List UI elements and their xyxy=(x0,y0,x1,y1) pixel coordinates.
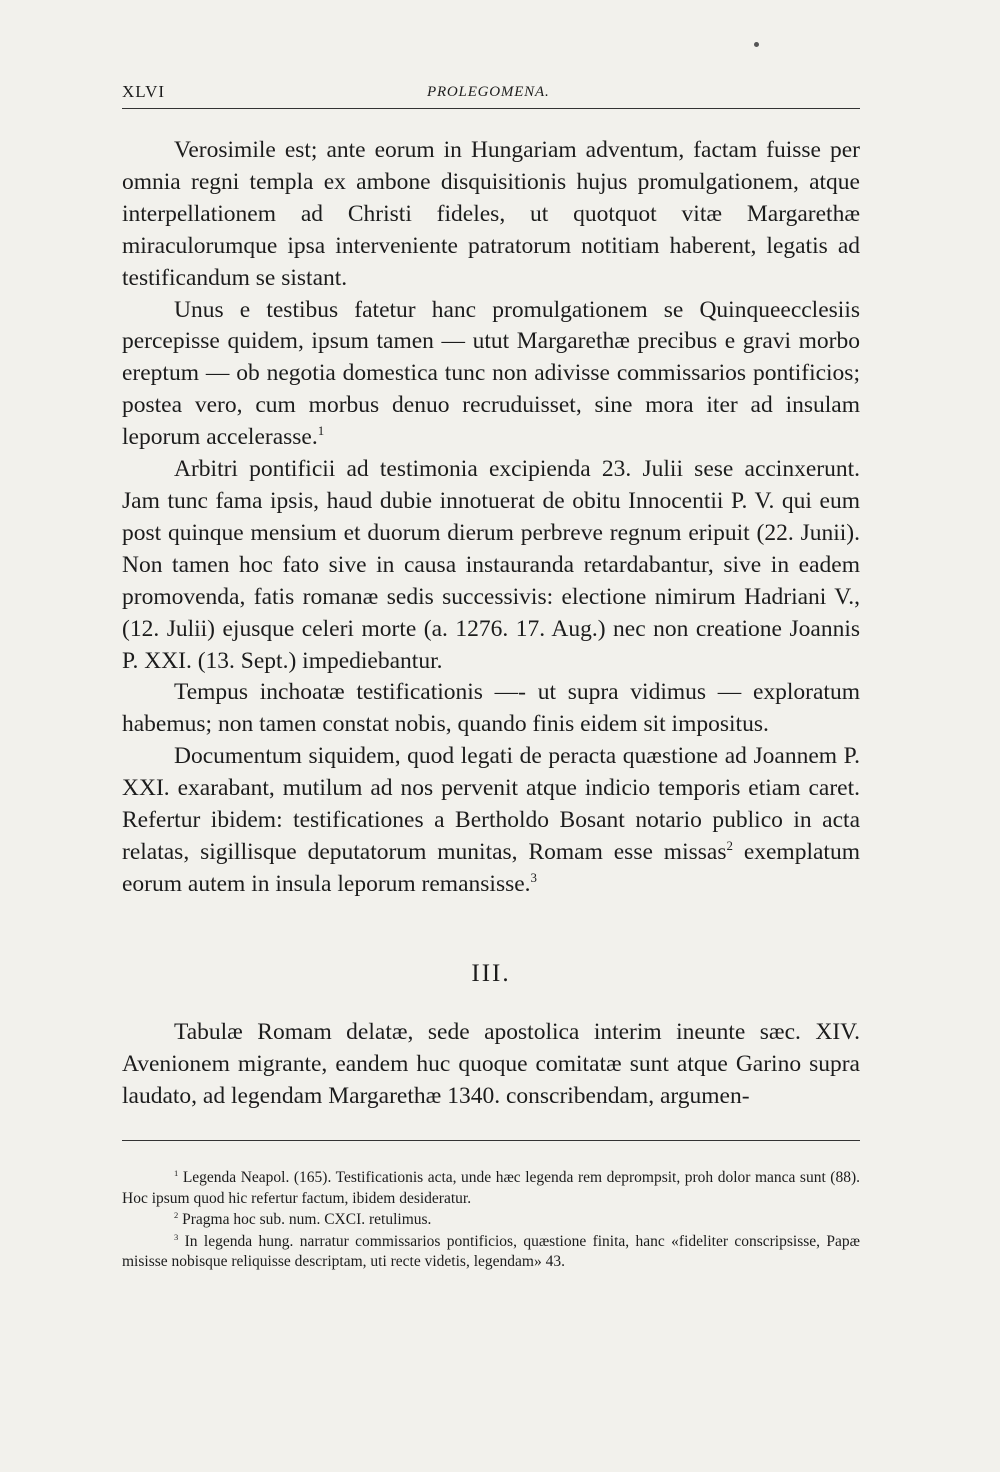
paragraph-5-text-a: Documentum siquidem, quod legati de peracta quæstione ad Joannem P. XXI. exarabant, mutilum ad nos pervenit atque indicio temporis etiam caret. Refertur ibidem: testificationes a Bertholdo Bosant notario publico in acta relatas, sigillisque deputatorum munitas, Romam esse missas xyxy=(122,743,860,865)
footnote-3 xyxy=(122,1232,860,1273)
running-title: PROLEGOMENA. xyxy=(427,84,550,100)
footnote-ref-3[interactable]: 3 xyxy=(530,870,537,886)
footnote-2-text: Pragma hoc sub. num. CXCI. retulimus. xyxy=(182,1211,432,1228)
main-text xyxy=(122,135,860,901)
section-text xyxy=(122,1016,860,1112)
paragraph-5-text-b: exemplatum eorum autem in insula leporum remansisse. xyxy=(122,838,860,897)
footnote-mark-2: 2 xyxy=(174,1209,179,1220)
paragraph-2 xyxy=(122,295,860,455)
paragraph-1 xyxy=(122,135,860,295)
footnote-divider xyxy=(122,1140,860,1141)
footnote-3-text: In legenda hung. narratur commissarios pontificios, quæstione finita, hanc «fideliter conscripsisse, Papæ misisse nobisque reliquisse descriptam, uti recte videtis, legendam» 43. xyxy=(122,1232,860,1270)
footnote-1 xyxy=(122,1168,860,1209)
page-number: XLVI xyxy=(122,82,166,101)
paragraph-2-text: Unus e testibus fatetur hanc promulgationem se Quinqueecclesiis percepisse quidem, ipsum tamen — utut Margarethæ precibus e gravi morbo ereptum — ob negotia domestica tunc non adivisse commissarios pontificios; postea vero, cum morbus denuo recruduisset, sine mora iter ad insulam leporum accelerasse. xyxy=(122,296,860,451)
section-paragraph: Tabulæ Romam delatæ, sede apostolica interim ineunte sæc. XIV. Avenionem migrante, eandem huc quoque comitatæ sunt atque Garino supra laudato, ad legendam Margarethæ 1340. conscribendam, argumen- xyxy=(122,1019,860,1109)
paragraph-3 xyxy=(122,454,860,677)
paragraph-3-text: Arbitri pontificii ad testimonia excipienda 23. Julii sese accinxerunt. Jam tunc fama ipsis, haud dubie innotuerat de obitu Innocentii P. V. qui eum post quinque mensium et duorum dierum perbreve regnum eripuit (22. Junii). Non tamen hoc fato sive in causa instauranda retardabantur, sive in eadem promovenda, fatis romanæ sedis successivis: electione nimirum Hadriani V., (12. Julii) ejusque celeri morte (a. 1276. 17. Aug.) nec non creatione Joannis P. XXI. (13. Sept.) impediebantur. xyxy=(122,456,860,674)
footnotes xyxy=(122,1168,860,1274)
footnote-2 xyxy=(122,1210,860,1231)
paragraph-1-text: Verosimile est; ante eorum in Hungariam adventum, factam fuisse per omnia regni templa ex ambone disquisitionis hujus promulgationem, atque interpellationem ad Christi fideles, ut quotquot vitæ Margarethæ miraculorumque ipsa interveniente patratorum notitiam haberent, legatis ad testificandum se sistant. xyxy=(122,137,860,291)
footnote-mark-1: 1 xyxy=(174,1167,179,1178)
footnote-ref-1[interactable]: 1 xyxy=(317,423,325,439)
paragraph-4 xyxy=(122,677,860,741)
footnote-1-text: Legenda Neapol. (165). Testificationis acta, unde hæc legenda rem deprompsit, proh dolor manca sunt (88). Hoc ipsum quod hic refertur factum, ibidem desideratur. xyxy=(122,1169,860,1207)
section-heading: III. xyxy=(471,960,511,987)
paragraph-4-text: Tempus inchoatæ testificationis —- ut supra vidimus — exploratum habemus; non tamen constat nobis, quando finis eidem sit impositus. xyxy=(122,679,860,738)
paragraph-5 xyxy=(122,741,860,901)
footnote-ref-2[interactable]: 2 xyxy=(726,838,733,854)
paper-speck xyxy=(754,42,759,47)
footnote-mark-3: 3 xyxy=(174,1231,179,1242)
running-head xyxy=(122,82,860,109)
